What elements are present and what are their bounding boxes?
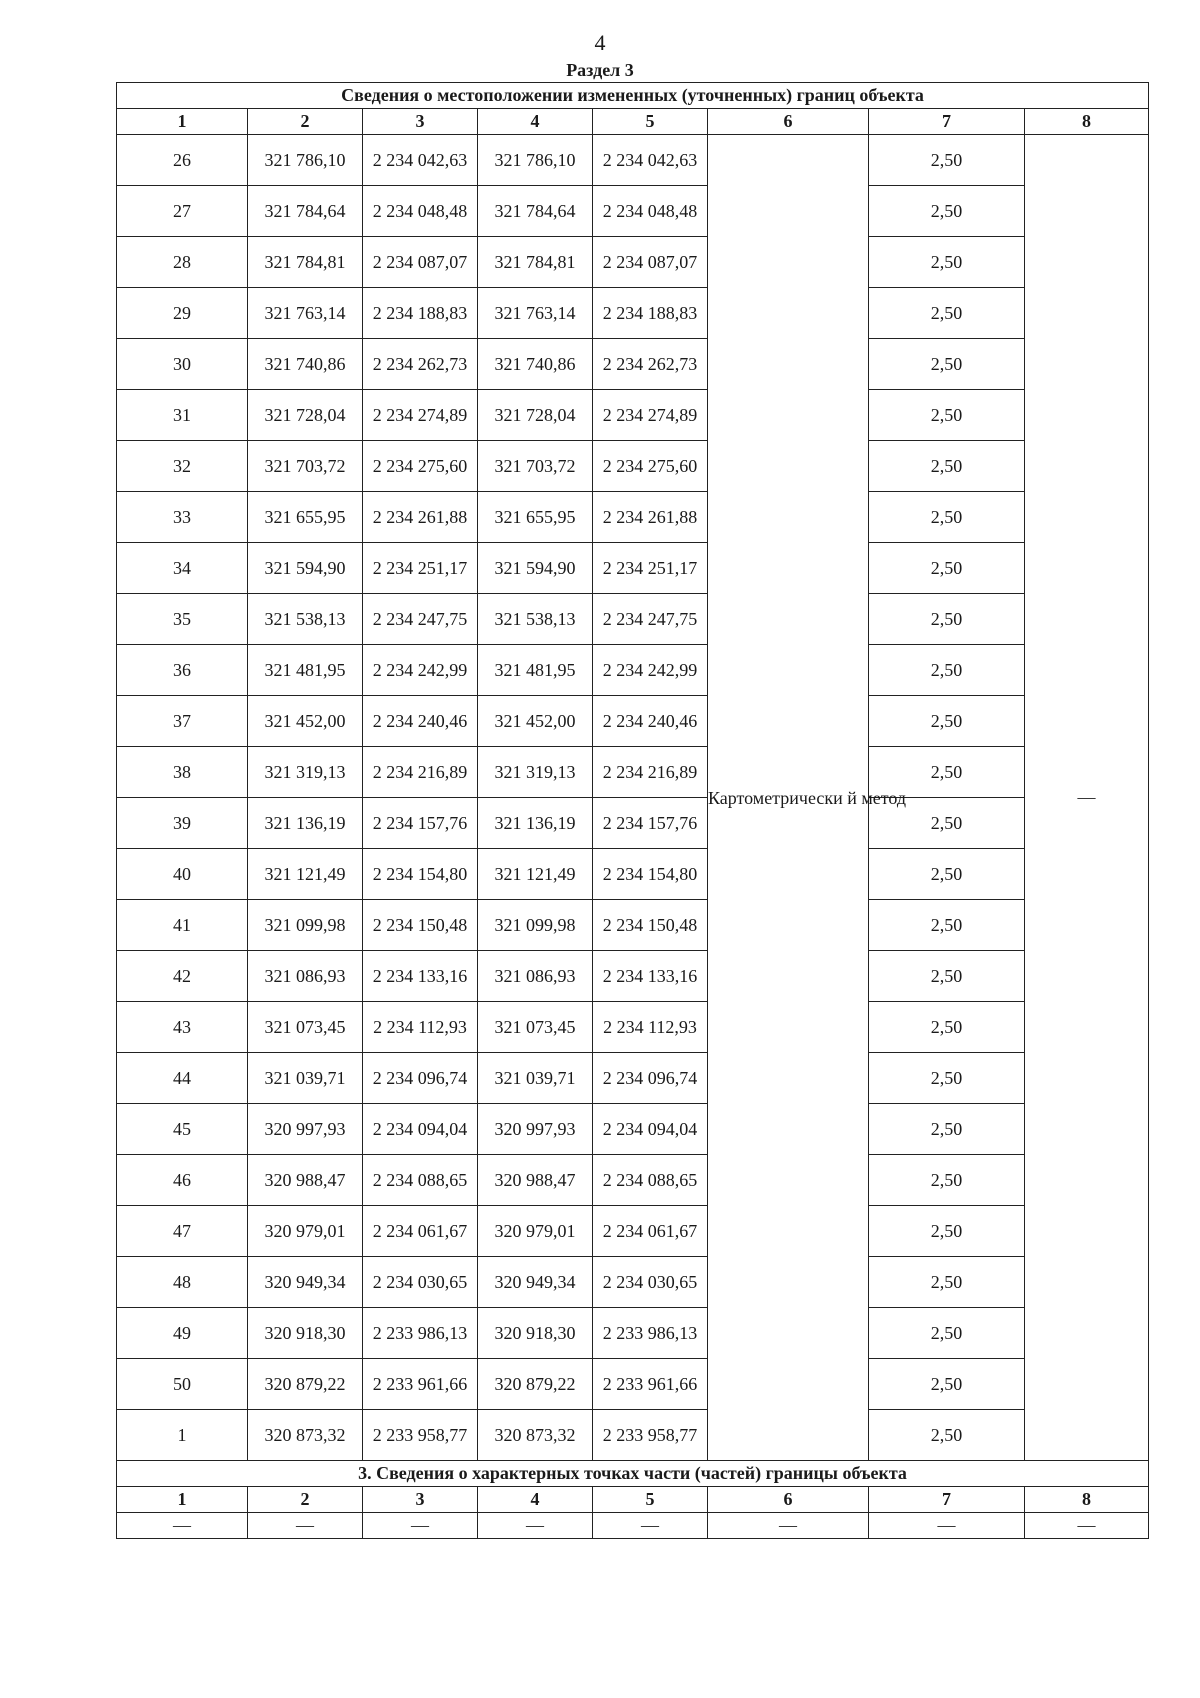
column-number: 7: [869, 109, 1025, 135]
accuracy-value: 2,50: [869, 339, 1025, 390]
existing-y: 2 234 112,93: [363, 1002, 478, 1053]
existing-x: 320 949,34: [248, 1257, 363, 1308]
table-row: [117, 441, 1149, 492]
existing-x: 320 997,93: [248, 1104, 363, 1155]
new-y: 2 234 242,99: [593, 645, 708, 696]
new-y: 2 234 251,17: [593, 543, 708, 594]
accuracy-value: 2,50: [869, 1002, 1025, 1053]
accuracy-value: 2,50: [869, 237, 1025, 288]
parts-cell: —: [363, 1513, 478, 1539]
existing-y: 2 234 274,89: [363, 390, 478, 441]
existing-x: 321 594,90: [248, 543, 363, 594]
existing-y: 2 234 240,46: [363, 696, 478, 747]
existing-y: 2 234 096,74: [363, 1053, 478, 1104]
table-row: [117, 1308, 1149, 1359]
new-x: 321 086,93: [478, 951, 593, 1002]
existing-y: 2 234 150,48: [363, 900, 478, 951]
point-number: 36: [117, 645, 248, 696]
point-number: 32: [117, 441, 248, 492]
new-x: 321 073,45: [478, 1002, 593, 1053]
new-y: 2 234 042,63: [593, 135, 708, 186]
new-y: 2 234 150,48: [593, 900, 708, 951]
point-number: 28: [117, 237, 248, 288]
accuracy-value: 2,50: [869, 135, 1025, 186]
new-y: 2 234 030,65: [593, 1257, 708, 1308]
new-x: 320 918,30: [478, 1308, 593, 1359]
new-y: 2 234 275,60: [593, 441, 708, 492]
existing-x: 320 988,47: [248, 1155, 363, 1206]
new-x: 321 594,90: [478, 543, 593, 594]
existing-x: 320 873,32: [248, 1410, 363, 1461]
parts-column-number-row: [117, 1487, 1149, 1513]
method-cell: Картометрически й метод: [708, 135, 869, 1461]
point-number: 39: [117, 798, 248, 849]
table-row: [117, 237, 1149, 288]
column-8-cell: —: [1025, 135, 1149, 1461]
existing-y: 2 234 030,65: [363, 1257, 478, 1308]
existing-x: 321 784,64: [248, 186, 363, 237]
existing-x: 321 703,72: [248, 441, 363, 492]
new-x: 321 763,14: [478, 288, 593, 339]
section-title: Раздел 3: [566, 60, 634, 80]
new-x: 321 703,72: [478, 441, 593, 492]
parts-column-number: 3: [363, 1487, 478, 1513]
column-number: 2: [248, 109, 363, 135]
existing-x: 321 655,95: [248, 492, 363, 543]
parts-column-number: 7: [869, 1487, 1025, 1513]
point-number: 1: [117, 1410, 248, 1461]
parts-caption: 3. Сведения о характерных точках части (частей) границы объекта: [117, 1461, 1149, 1487]
parts-cell: —: [708, 1513, 869, 1539]
accuracy-value: 2,50: [869, 1104, 1025, 1155]
parts-column-number: 6: [708, 1487, 869, 1513]
existing-y: 2 234 216,89: [363, 747, 478, 798]
parts-cell: —: [478, 1513, 593, 1539]
parts-column-number: 1: [117, 1487, 248, 1513]
column-number: 1: [117, 109, 248, 135]
new-x: 321 784,81: [478, 237, 593, 288]
table-row: [117, 1206, 1149, 1257]
new-y: 2 234 261,88: [593, 492, 708, 543]
point-number: 43: [117, 1002, 248, 1053]
existing-y: 2 234 088,65: [363, 1155, 478, 1206]
existing-y: 2 234 188,83: [363, 288, 478, 339]
parts-cell: —: [117, 1513, 248, 1539]
accuracy-value: 2,50: [869, 543, 1025, 594]
new-x: 321 452,00: [478, 696, 593, 747]
point-number: 40: [117, 849, 248, 900]
existing-y: 2 234 242,99: [363, 645, 478, 696]
new-y: 2 234 096,74: [593, 1053, 708, 1104]
existing-x: 321 786,10: [248, 135, 363, 186]
accuracy-value: 2,50: [869, 747, 1025, 798]
new-y: 2 234 061,67: [593, 1206, 708, 1257]
point-number: 33: [117, 492, 248, 543]
point-number: 42: [117, 951, 248, 1002]
table-row: [117, 543, 1149, 594]
accuracy-value: 2,50: [869, 1206, 1025, 1257]
new-x: 320 979,01: [478, 1206, 593, 1257]
new-y: 2 234 247,75: [593, 594, 708, 645]
column-number: 6: [708, 109, 869, 135]
page-number: 4: [594, 30, 606, 55]
new-y: 2 234 216,89: [593, 747, 708, 798]
accuracy-value: 2,50: [869, 1359, 1025, 1410]
new-y: 2 234 094,04: [593, 1104, 708, 1155]
parts-cell: —: [1025, 1513, 1149, 1539]
accuracy-value: 2,50: [869, 186, 1025, 237]
new-y: 2 233 961,66: [593, 1359, 708, 1410]
table-row: [117, 1410, 1149, 1461]
parts-cell: —: [248, 1513, 363, 1539]
existing-x: 320 979,01: [248, 1206, 363, 1257]
existing-x: 321 121,49: [248, 849, 363, 900]
new-x: 321 740,86: [478, 339, 593, 390]
new-y: 2 234 112,93: [593, 1002, 708, 1053]
existing-x: 321 039,71: [248, 1053, 363, 1104]
accuracy-value: 2,50: [869, 1308, 1025, 1359]
existing-y: 2 233 958,77: [363, 1410, 478, 1461]
existing-x: 321 538,13: [248, 594, 363, 645]
existing-y: 2 234 094,04: [363, 1104, 478, 1155]
new-x: 320 873,32: [478, 1410, 593, 1461]
column-number: 5: [593, 109, 708, 135]
parts-cell: —: [593, 1513, 708, 1539]
column-number: 4: [478, 109, 593, 135]
point-number: 44: [117, 1053, 248, 1104]
table-row: [117, 492, 1149, 543]
point-number: 49: [117, 1308, 248, 1359]
table-row: [117, 1002, 1149, 1053]
point-number: 48: [117, 1257, 248, 1308]
accuracy-value: 2,50: [869, 1410, 1025, 1461]
existing-x: 321 073,45: [248, 1002, 363, 1053]
table-row: [117, 900, 1149, 951]
new-x: 320 879,22: [478, 1359, 593, 1410]
new-y: 2 234 262,73: [593, 339, 708, 390]
accuracy-value: 2,50: [869, 492, 1025, 543]
new-x: 321 786,10: [478, 135, 593, 186]
table-row: [117, 951, 1149, 1002]
existing-x: 321 740,86: [248, 339, 363, 390]
table-row: [117, 747, 1149, 798]
point-number: 30: [117, 339, 248, 390]
new-y: 2 234 240,46: [593, 696, 708, 747]
new-y: 2 234 157,76: [593, 798, 708, 849]
new-y: 2 234 133,16: [593, 951, 708, 1002]
accuracy-value: 2,50: [869, 594, 1025, 645]
existing-x: 321 099,98: [248, 900, 363, 951]
existing-y: 2 233 961,66: [363, 1359, 478, 1410]
table-row: [117, 186, 1149, 237]
accuracy-value: 2,50: [869, 441, 1025, 492]
accuracy-value: 2,50: [869, 696, 1025, 747]
new-x: 321 099,98: [478, 900, 593, 951]
accuracy-value: 2,50: [869, 645, 1025, 696]
new-y: 2 233 958,77: [593, 1410, 708, 1461]
existing-y: 2 234 061,67: [363, 1206, 478, 1257]
point-number: 26: [117, 135, 248, 186]
existing-y: 2 234 251,17: [363, 543, 478, 594]
existing-y: 2 234 133,16: [363, 951, 478, 1002]
new-x: 321 655,95: [478, 492, 593, 543]
column-number: 3: [363, 109, 478, 135]
new-y: 2 234 154,80: [593, 849, 708, 900]
existing-y: 2 234 262,73: [363, 339, 478, 390]
new-y: 2 234 048,48: [593, 186, 708, 237]
accuracy-value: 2,50: [869, 390, 1025, 441]
existing-x: 321 763,14: [248, 288, 363, 339]
existing-x: 321 136,19: [248, 798, 363, 849]
new-y: 2 233 986,13: [593, 1308, 708, 1359]
accuracy-value: 2,50: [869, 1257, 1025, 1308]
existing-x: 321 086,93: [248, 951, 363, 1002]
table-row: [117, 135, 1149, 186]
column-number-row: [117, 109, 1149, 135]
existing-x: 321 319,13: [248, 747, 363, 798]
point-number: 45: [117, 1104, 248, 1155]
table-row: [117, 1359, 1149, 1410]
new-x: 320 988,47: [478, 1155, 593, 1206]
table-row: [117, 849, 1149, 900]
new-y: 2 234 274,89: [593, 390, 708, 441]
existing-x: 321 481,95: [248, 645, 363, 696]
new-x: 321 039,71: [478, 1053, 593, 1104]
point-number: 34: [117, 543, 248, 594]
existing-y: 2 234 247,75: [363, 594, 478, 645]
existing-y: 2 234 261,88: [363, 492, 478, 543]
point-number: 29: [117, 288, 248, 339]
new-x: 320 949,34: [478, 1257, 593, 1308]
accuracy-value: 2,50: [869, 900, 1025, 951]
point-number: 27: [117, 186, 248, 237]
parts-caption-row: [117, 1461, 1149, 1487]
table-row: [117, 390, 1149, 441]
column-number: 8: [1025, 109, 1149, 135]
table-row: [117, 1104, 1149, 1155]
new-y: 2 234 088,65: [593, 1155, 708, 1206]
accuracy-value: 2,50: [869, 798, 1025, 849]
table-body: [117, 83, 1149, 1539]
boundary-points-table: [116, 82, 1149, 1539]
existing-x: 321 452,00: [248, 696, 363, 747]
existing-y: 2 234 048,48: [363, 186, 478, 237]
parts-column-number: 4: [478, 1487, 593, 1513]
point-number: 41: [117, 900, 248, 951]
table-caption-row: [117, 83, 1149, 109]
table-row: [117, 645, 1149, 696]
point-number: 31: [117, 390, 248, 441]
table-row: [117, 798, 1149, 849]
table-row: [117, 1053, 1149, 1104]
accuracy-value: 2,50: [869, 288, 1025, 339]
parts-column-number: 2: [248, 1487, 363, 1513]
existing-y: 2 234 157,76: [363, 798, 478, 849]
new-x: 321 784,64: [478, 186, 593, 237]
parts-cell: —: [869, 1513, 1025, 1539]
point-number: 46: [117, 1155, 248, 1206]
table-row: [117, 696, 1149, 747]
existing-y: 2 234 087,07: [363, 237, 478, 288]
new-y: 2 234 188,83: [593, 288, 708, 339]
new-y: 2 234 087,07: [593, 237, 708, 288]
new-x: 320 997,93: [478, 1104, 593, 1155]
parts-row: [117, 1513, 1149, 1539]
existing-y: 2 233 986,13: [363, 1308, 478, 1359]
table-row: [117, 288, 1149, 339]
accuracy-value: 2,50: [869, 1155, 1025, 1206]
point-number: 37: [117, 696, 248, 747]
existing-x: 320 918,30: [248, 1308, 363, 1359]
new-x: 321 121,49: [478, 849, 593, 900]
existing-x: 321 728,04: [248, 390, 363, 441]
existing-x: 320 879,22: [248, 1359, 363, 1410]
table-row: [117, 339, 1149, 390]
parts-column-number: 8: [1025, 1487, 1149, 1513]
table-caption: Сведения о местоположении измененных (уточненных) границ объекта: [117, 83, 1149, 109]
point-number: 50: [117, 1359, 248, 1410]
existing-y: 2 234 154,80: [363, 849, 478, 900]
table-row: [117, 1155, 1149, 1206]
table-row: [117, 1257, 1149, 1308]
accuracy-value: 2,50: [869, 849, 1025, 900]
point-number: 35: [117, 594, 248, 645]
new-x: 321 538,13: [478, 594, 593, 645]
accuracy-value: 2,50: [869, 951, 1025, 1002]
table-row: [117, 594, 1149, 645]
new-x: 321 481,95: [478, 645, 593, 696]
accuracy-value: 2,50: [869, 1053, 1025, 1104]
new-x: 321 728,04: [478, 390, 593, 441]
existing-x: 321 784,81: [248, 237, 363, 288]
existing-y: 2 234 275,60: [363, 441, 478, 492]
parts-column-number: 5: [593, 1487, 708, 1513]
new-x: 321 136,19: [478, 798, 593, 849]
point-number: 47: [117, 1206, 248, 1257]
new-x: 321 319,13: [478, 747, 593, 798]
point-number: 38: [117, 747, 248, 798]
existing-y: 2 234 042,63: [363, 135, 478, 186]
